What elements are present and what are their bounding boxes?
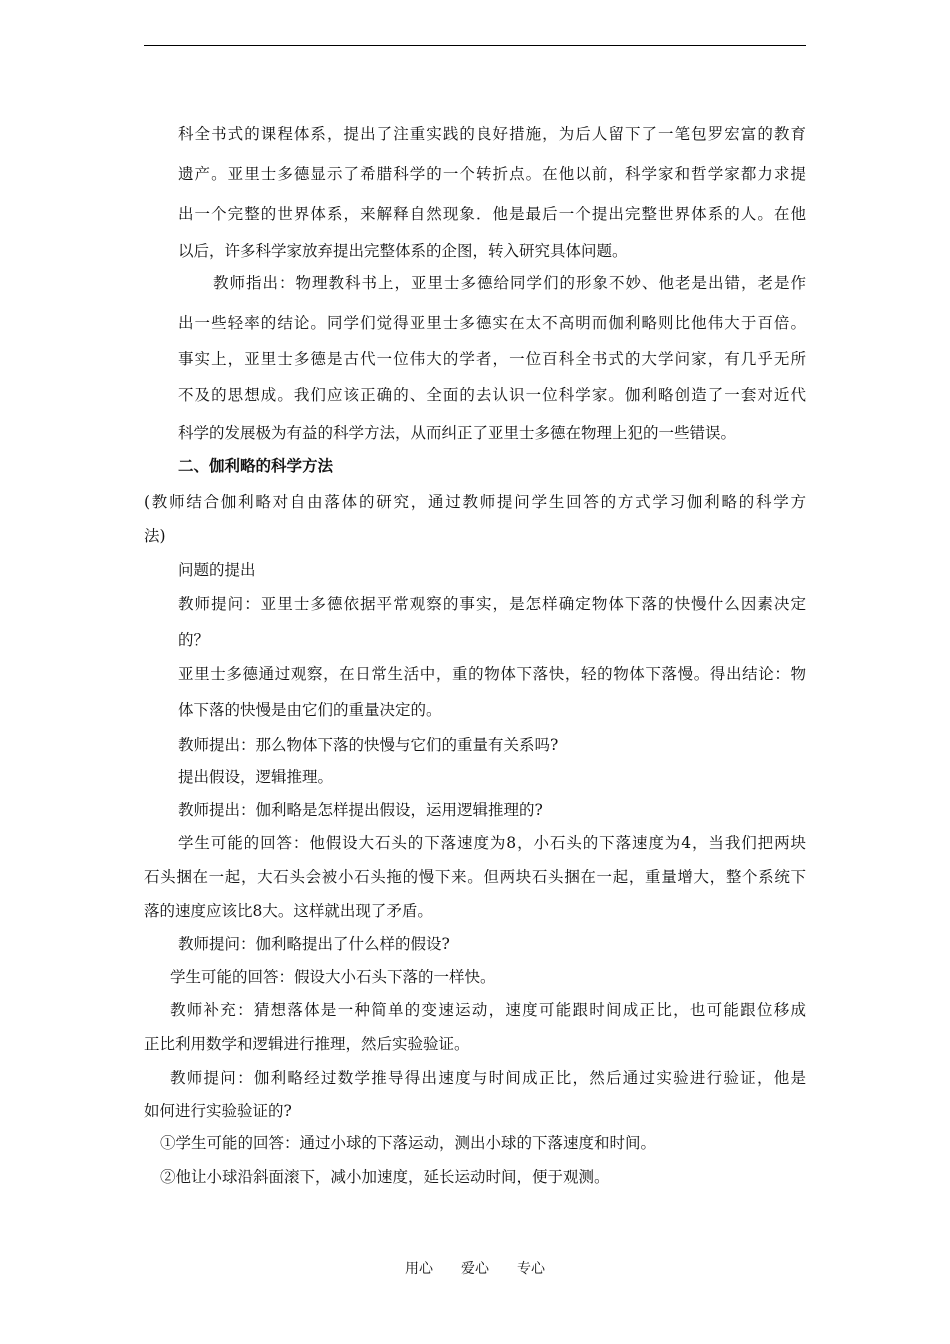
paragraph-line: 出一些轻率的结论。同学们觉得亚里士多德实在太不高明而伽利略则比他伟大于百倍。 bbox=[178, 314, 806, 332]
paragraph-line: 石头捆在一起，大石头会被小石头拖的慢下来。但两块石头捆在一起，重量增大，整个系统下 bbox=[144, 868, 806, 886]
paragraph-line: 出一个完整的世界体系，来解释自然现象．他是最后一个提出完整世界体系的人。在他 bbox=[178, 205, 806, 223]
paragraph-line: 提出假设，逻辑推理。 bbox=[178, 768, 334, 786]
footer-text: 爱心 bbox=[461, 1261, 489, 1277]
paragraph-line: 教师提问：伽利略经过数学推导得出速度与时间成正比，然后通过实验进行验证，他是 bbox=[170, 1069, 806, 1087]
paragraph-line: 科学的发展极为有益的科学方法，从而纠正了亚里士多德在物理上犯的一些错误。 bbox=[178, 424, 737, 442]
page-footer bbox=[0, 1258, 950, 1278]
paragraph-line: 事实上，亚里士多德是古代一位伟大的学者，一位百科全书式的大学问家，有几乎无所 bbox=[178, 350, 806, 368]
paragraph-line: 以后，许多科学家放弃提出完整体系的企图，转入研究具体问题。 bbox=[178, 242, 628, 260]
subheading: 问题的提出 bbox=[178, 561, 256, 579]
paragraph-line: 教师补充：猜想落体是一种简单的变速运动，速度可能跟时间成正比，也可能跟位移成 bbox=[170, 1001, 806, 1019]
paragraph-line: 落的速度应该比8大。这样就出现了矛盾。 bbox=[144, 902, 433, 920]
paragraph-line: 亚里士多德通过观察，在日常生活中，重的物体下落快，轻的物体下落慢。得出结论：物 bbox=[178, 665, 806, 683]
paragraph-line: 如何进行实验验证的? bbox=[144, 1102, 292, 1120]
list-item: ①学生可能的回答：通过小球的下落运动，测出小球的下落速度和时间。 bbox=[160, 1134, 657, 1152]
footer-text: 专心 bbox=[517, 1261, 545, 1277]
paragraph-line: (教师结合伽利略对自由落体的研究，通过教师提问学生回答的方式学习伽利略的科学方 bbox=[144, 493, 806, 511]
paragraph-line: 法) bbox=[144, 527, 166, 545]
footer-text: 用心 bbox=[405, 1261, 433, 1277]
paragraph-line: 学生可能的回答：假设大小石头下落的一样快。 bbox=[170, 968, 496, 986]
paragraph-line: 教师提问：伽利略提出了什么样的假设? bbox=[178, 935, 450, 953]
paragraph-line: 教师提出：伽利略是怎样提出假设，运用逻辑推理的? bbox=[178, 801, 543, 819]
paragraph-line: 体下落的快慢是由它们的重量决定的。 bbox=[178, 701, 442, 719]
paragraph-line: 的？ bbox=[178, 631, 210, 649]
header-rule bbox=[144, 45, 806, 46]
paragraph-line: 学生可能的回答：他假设大石头的下落速度为8，小石头的下落速度为4，当我们把两块 bbox=[178, 834, 806, 852]
paragraph-line: 不及的思想成。我们应该正确的、全面的去认识一位科学家。伽利略创造了一套对近代 bbox=[178, 386, 806, 404]
list-item: ②他让小球沿斜面滚下，减小加速度，延长运动时间，便于观测。 bbox=[160, 1168, 610, 1186]
paragraph-line: 科全书式的课程体系，提出了注重实践的良好措施，为后人留下了一笔包罗宏富的教育 bbox=[178, 125, 806, 143]
paragraph-line: 正比利用数学和逻辑进行推理，然后实验验证。 bbox=[144, 1035, 470, 1053]
paragraph-line: 教师提出：那么物体下落的快慢与它们的重量有关系吗? bbox=[178, 736, 559, 754]
section-heading: 二、伽利略的科学方法 bbox=[178, 456, 334, 475]
paragraph-line: 教师指出：物理教科书上，亚里士多德给同学们的形象不妙、他老是出错，老是作 bbox=[213, 274, 806, 292]
paragraph-line: 遗产。亚里士多德显示了希腊科学的一个转折点。在他以前，科学家和哲学家都力求提 bbox=[178, 165, 806, 183]
paragraph-line: 教师提问：亚里士多德依据平常观察的事实，是怎样确定物体下落的快慢什么因素决定 bbox=[178, 595, 806, 613]
